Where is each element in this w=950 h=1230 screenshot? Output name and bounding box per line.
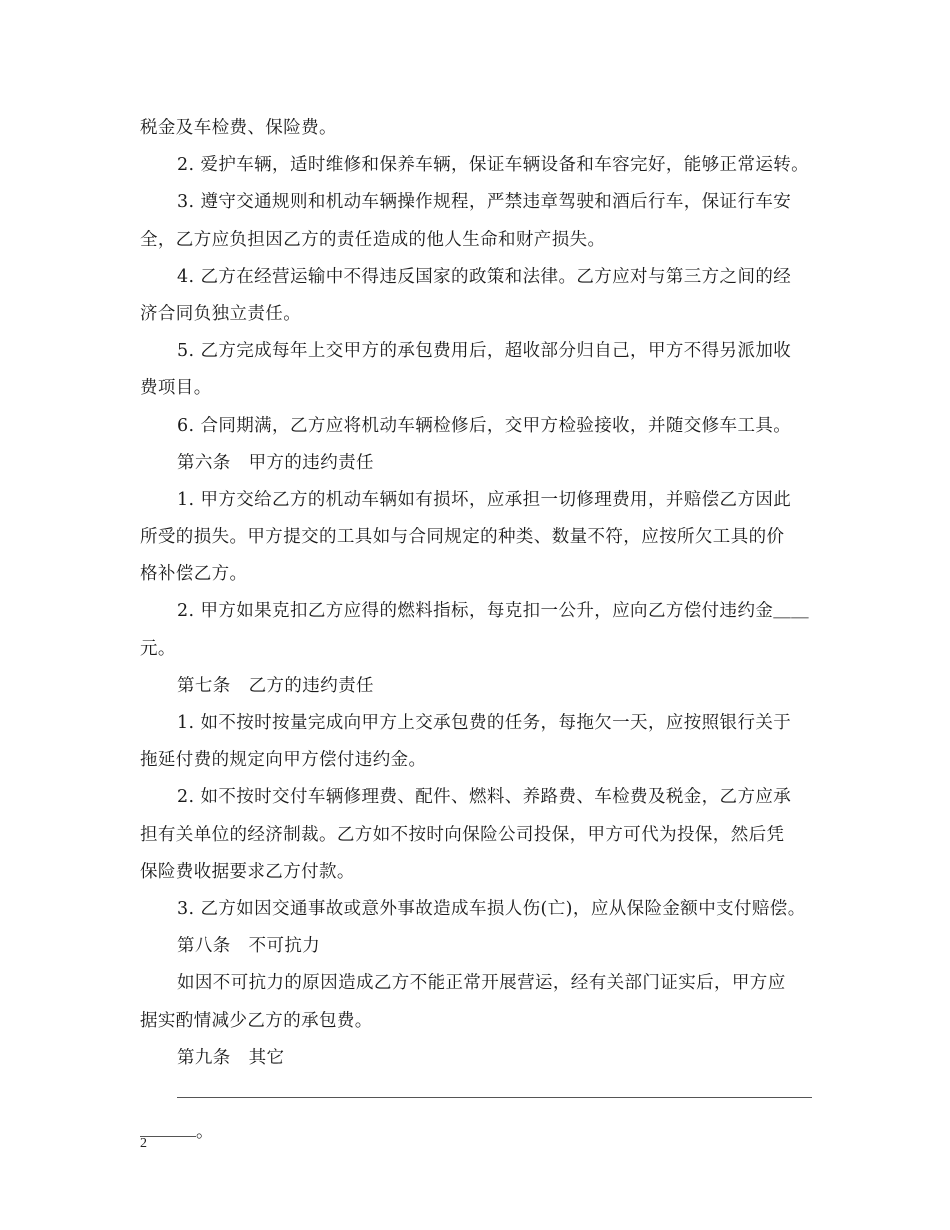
text-line: 2. 爱护车辆，适时维修和保养车辆，保证车辆设备和车容完好，能够正常运转。 — [177, 155, 810, 176]
text-line: 担有关单位的经济制裁。乙方如不按时向保险公司投保，甲方可代为投保，然后凭 — [140, 824, 785, 845]
text-line: 据实酌情减少乙方的承包费。 — [140, 1010, 373, 1031]
text-line: 5. 乙方完成每年上交甲方的承包费用后，超收部分归自己，甲方不得另派加收 — [177, 341, 792, 362]
text-line: 格补偿乙方。 — [140, 564, 248, 585]
text-line: 费项目。 — [140, 378, 212, 399]
fill-in-rule — [140, 1077, 820, 1114]
text-line: 拖延付费的规定向甲方偿付违约金。 — [140, 750, 427, 771]
text-line: 4. 乙方在经营运输中不得违反国家的政策和法律。乙方应对与第三方之间的经 — [177, 266, 792, 287]
closing-mark: 。 — [196, 1122, 214, 1143]
document-body — [140, 110, 820, 1077]
text-line: 如因不可抗力的原因造成乙方不能正常开展营运，经有关部门证实后，甲方应 — [177, 973, 786, 994]
text-line: 6. 合同期满，乙方应将机动车辆检修后，交甲方检验接收，并随交修车工具。 — [177, 415, 792, 436]
text-line: 1. 如不按时按量完成向甲方上交承包费的任务，每拖欠一天，应按照银行关于 — [177, 713, 792, 733]
text-line: 税金及车检费、保险费。 — [140, 118, 337, 138]
text-line: 3. 遵守交通规则和机动车辆操作规程，严禁违章驾驶和酒后行车，保证行车安 — [177, 192, 792, 213]
text-line: 3. 乙方如因交通事故或意外事故造成车损人伤(亡)，应从保险金额中支付赔偿。 — [177, 898, 806, 919]
text-line: 第九条 其它 — [177, 1047, 285, 1068]
text-line: 所受的损失。甲方提交的工具如与合同规定的种类、数量不符，应按所欠工具的价 — [140, 527, 785, 548]
page-number: 2 — [140, 1136, 147, 1151]
text-line: 2. 如不按时交付车辆修理费、配件、燃料、养路费、车检费及税金，乙方应承 — [177, 787, 792, 808]
text-line: 全，乙方应负担因乙方的责任造成的他人生命和财产损失。 — [140, 229, 606, 250]
document-page — [140, 110, 820, 1151]
text-line: 第七条 乙方的违约责任 — [177, 675, 374, 696]
text-line: 第六条 甲方的违约责任 — [177, 452, 374, 473]
text-line: 济合同负独立责任。 — [140, 303, 302, 324]
fill-in-blank — [140, 1116, 196, 1137]
text-line: 1. 甲方交给乙方的机动车辆如有损坏，应承担一切修理费用，并赔偿乙方因此 — [177, 489, 792, 510]
text-line: 保险费收据要求乙方付款。 — [140, 861, 355, 882]
text-line: 第八条 不可抗力 — [177, 936, 321, 957]
text-line: 元。 — [140, 638, 176, 659]
fill-in-tail — [140, 1114, 820, 1151]
text-line: 2. 甲方如果克扣乙方应得的燃料指标，每克扣一公升，应向乙方偿付违约金＿＿ — [177, 601, 810, 622]
